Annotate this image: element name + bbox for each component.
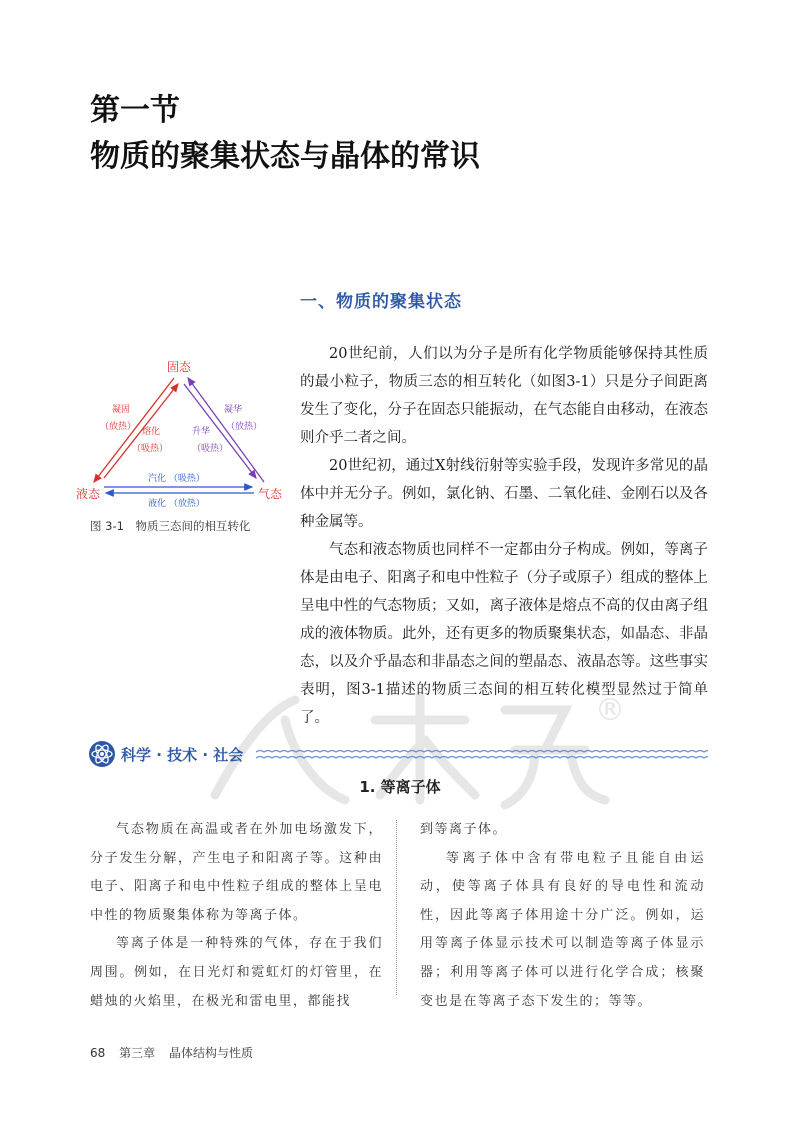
paragraph: 气态和液态物质也同样不一定都由分子构成。例如，等离子体是由电子、阳离子和电中性粒子（分子或原子）组成的整体上呈电中性的气态物质；又如，离子液体是熔点不高的仅由离子组成的液体物质。此外，还有更多的物质聚集状态，如晶态、非晶态，以及介乎晶态和非晶态之间的塑晶态、液晶态等。这些事实表明，图3-1描述的物质三态间的相互转化模型显然过于简单了。 — [300, 542, 708, 726]
sts-header — [88, 738, 710, 772]
column-left — [90, 816, 383, 1016]
svg-text:（吸热）: （吸热） — [192, 444, 229, 454]
svg-text:（吸热）: （吸热） — [132, 444, 169, 454]
column-paragraph: 等离子体是一种特殊的气体，存在于我们周围。例如，在日光灯和霓虹灯的灯管里，在蜡烛的火焰里，在极光和雷电里，都能找 — [90, 936, 383, 1009]
chapter-title-line1: 第一节 — [90, 93, 180, 128]
svg-text:熔化: 熔化 — [142, 427, 161, 437]
chapter-title — [90, 88, 480, 180]
svg-text:凝固: 凝固 — [112, 405, 131, 415]
svg-text:（放热）: （放热） — [226, 422, 263, 432]
column-paragraph: 气态物质在高温或者在外加电场激发下，分子发生分解，产生电子和阳离子等。这种由电子、阳离子和电中性粒子组成的整体上呈电中性的物质聚集体称为等离子体。 — [90, 822, 383, 923]
sts-label: 科学 · 技术 · 社会 — [121, 746, 244, 764]
svg-text:凝华: 凝华 — [224, 405, 243, 415]
svg-text:汽化 （吸热）: 汽化 （吸热） — [148, 474, 205, 484]
chapter-title-line2: 物质的聚集状态与晶体的常识 — [90, 139, 480, 174]
figure-caption: 图 3-1 物质三态间的相互转化 — [90, 519, 251, 533]
page-number: 68 — [90, 1046, 106, 1060]
atom-icon — [88, 740, 116, 768]
svg-text:升华: 升华 — [192, 427, 211, 437]
section-heading: 一、物质的聚集状态 — [300, 292, 462, 312]
footer-title: 晶体结构与性质 — [168, 1046, 253, 1060]
label-gas: 气态 — [258, 487, 283, 501]
wave-divider — [256, 748, 708, 762]
label-solid: 固态 — [167, 360, 192, 374]
paragraph: 20世纪前，人们以为分子是所有化学物质能够保持其性质的最小粒子，物质三态的相互转化（如图3-1）只是分子间距离发生了变化，分子在固态只能振动，在气态能自由移动，在液态则介乎二者之间。 — [300, 346, 708, 446]
column-right — [420, 816, 705, 1016]
svg-text:液化 （放热）: 液化 （放热） — [148, 499, 205, 509]
svg-text:（放热）: （放热） — [100, 422, 137, 432]
state-transition-diagram — [74, 350, 294, 520]
label-liquid: 液态 — [76, 487, 101, 501]
column-paragraph: 到等离子体。 — [420, 822, 508, 837]
paragraph: 20世纪初，通过X射线衍射等实验手段，发现许多常见的晶体中并无分子。例如，氯化钠、石墨、二氧化硅、金刚石以及各种金属等。 — [300, 458, 708, 530]
box-title: 1. 等离子体 — [359, 778, 441, 796]
column-paragraph: 等离子体中含有带电粒子且能自由运动，使等离子体具有良好的导电性和流动性，因此等离子体用途十分广泛。例如，运用等离子体显示技术可以制造等离子体显示器；利用等离子体可以进行化学合成；核聚变也是在等离子态下发生的；等等。 — [420, 850, 705, 1009]
footer-chapter: 第三章 — [119, 1046, 156, 1060]
column-divider — [396, 820, 397, 995]
body-text — [300, 340, 708, 732]
page-footer — [90, 1044, 263, 1061]
svg-text:®: ® — [595, 693, 625, 728]
